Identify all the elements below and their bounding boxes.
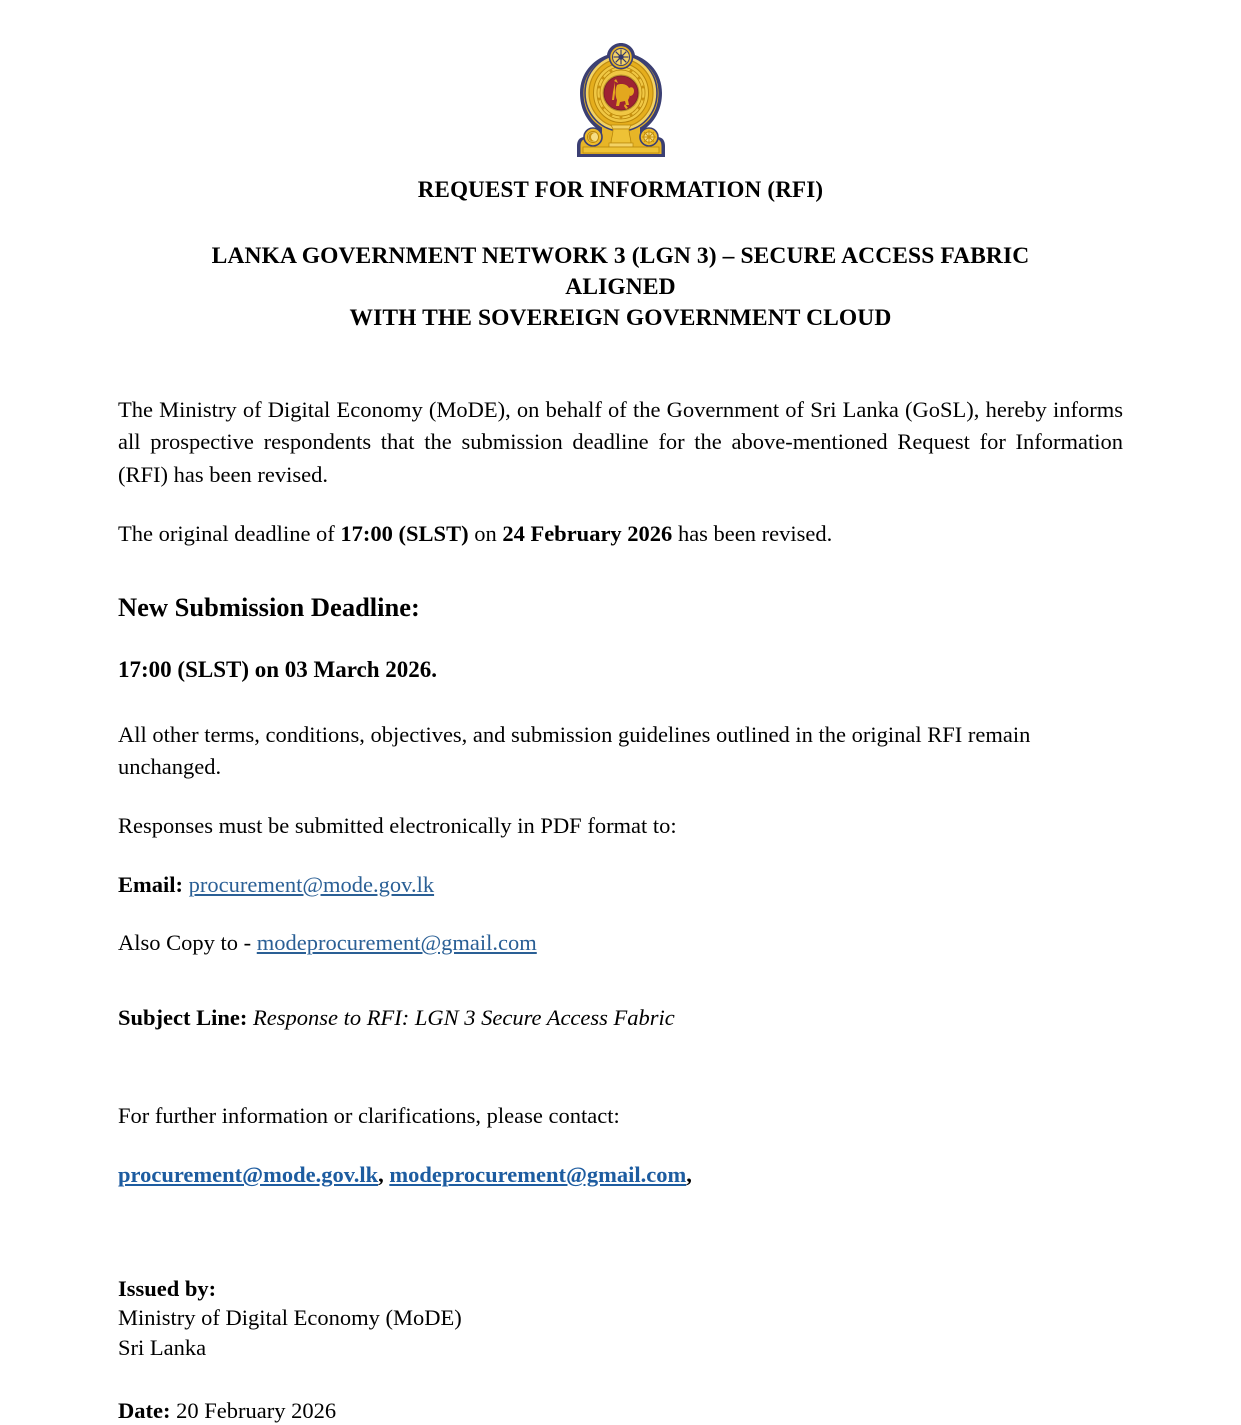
original-deadline-prefix: The original deadline of — [118, 520, 341, 546]
sri-lanka-government-emblem-icon — [573, 40, 669, 171]
subject-line — [118, 1002, 1123, 1035]
original-deadline-suffix: has been revised. — [672, 520, 833, 546]
document-body — [118, 394, 1123, 1425]
contact-email-primary-link[interactable]: procurement@mode.gov.lk — [118, 1162, 379, 1187]
copy-to-address-link[interactable]: modeprocurement@gmail.com — [256, 930, 537, 956]
issuing-organisation: Ministry of Digital Economy (MoDE) — [118, 1305, 462, 1331]
original-deadline-time: 17:00 (SLST) — [340, 520, 469, 546]
copy-to-line — [118, 927, 1123, 960]
page-title: REQUEST FOR INFORMATION (RFI) — [417, 177, 824, 202]
date-label: Date: — [118, 1398, 171, 1424]
new-deadline-heading: New Submission Deadline: — [118, 592, 420, 623]
document-subtitle — [160, 241, 1081, 334]
spacer — [118, 1060, 1123, 1100]
email-line — [118, 869, 1123, 902]
terms-paragraph: All other terms, conditions, objectives, and submission guidelines outlined in the original RFI remain unchanged. — [118, 721, 1031, 780]
email-address-link[interactable]: procurement@mode.gov.lk — [188, 871, 435, 897]
contact-separator: , — [378, 1162, 390, 1187]
subject-value: Response to RFI: LGN 3 Secure Access Fabric — [253, 1004, 675, 1030]
new-deadline-value: 17:00 (SLST) on 03 March 2026. — [118, 656, 438, 682]
contact-trailing-comma: , — [686, 1162, 692, 1187]
date-line — [118, 1396, 1123, 1425]
subject-label: Subject Line: — [118, 1004, 248, 1030]
issued-by-label: Issued by: — [118, 1275, 217, 1301]
original-deadline-middle: on — [468, 520, 503, 546]
emblem-container — [118, 0, 1123, 132]
date-value: 20 February 2026 — [176, 1398, 337, 1424]
email-label: Email: — [118, 871, 183, 897]
contact-email-secondary-link[interactable]: modeprocurement@gmail.com — [389, 1162, 687, 1187]
contact-links-line — [118, 1159, 1123, 1192]
submission-instruction: Responses must be submitted electronically in PDF format to: — [118, 812, 677, 838]
spacer — [118, 986, 1123, 1002]
issuing-country: Sri Lanka — [118, 1334, 207, 1360]
intro-paragraph: The Ministry of Digital Economy (MoDE), on behalf of the Government of Sri Lanka (GoSL), hereby informs all prospective respondents that the submission deadline for the above-mentioned Request for Information (RFI) has been revised. — [118, 396, 1123, 488]
spacer — [118, 1218, 1123, 1274]
original-deadline-paragraph — [118, 518, 1123, 551]
issued-by-block — [118, 1274, 1123, 1362]
subtitle-line-2: WITH THE SOVEREIGN GOVERNMENT CLOUD — [349, 304, 892, 331]
contact-intro: For further information or clarifications, please contact: — [118, 1103, 620, 1129]
original-deadline-date: 24 February 2026 — [502, 520, 673, 546]
subtitle-line-1: LANKA GOVERNMENT NETWORK 3 (LGN 3) – SECURE ACCESS FABRIC ALIGNED — [211, 242, 1030, 300]
copy-to-label: Also Copy to - — [118, 930, 252, 956]
